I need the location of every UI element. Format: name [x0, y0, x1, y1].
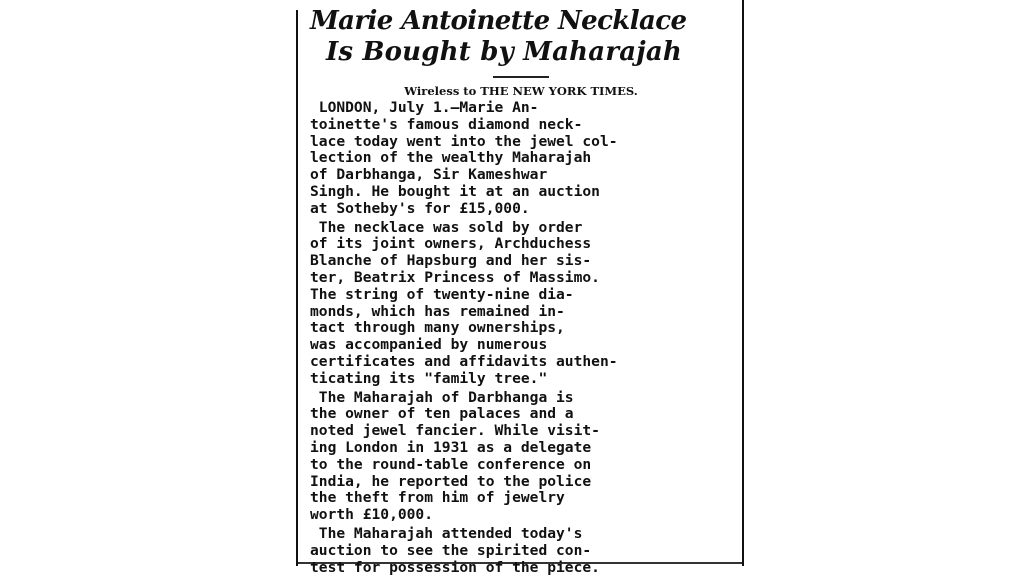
text-line: The Maharajah of Darbhanga is [310, 388, 574, 406]
text-line: the theft from him of jewelry [310, 489, 565, 507]
text-line: test for possession of the piece. [310, 558, 600, 576]
headline-line-2: Is Bought by Maharajah [326, 37, 683, 67]
text-line: The string of twenty-nine dia- [310, 285, 574, 303]
headline-line-1: Marie Antoinette Necklace [310, 6, 687, 36]
dateline-credit: Wireless to THE NEW YORK TIMES. [404, 84, 638, 98]
paragraph-4 [310, 526, 732, 576]
paragraph-1 [310, 100, 732, 218]
article-column [310, 6, 732, 576]
text-line: ter, Beatrix Princess of Massimo. [310, 268, 600, 286]
text-line: worth £10,000. [310, 506, 434, 524]
text-line: to the round-table conference on [310, 455, 592, 473]
text-line: at Sotheby's for £15,000. [310, 199, 530, 217]
text-line: Singh. He bought it at an auction [310, 182, 600, 200]
text-line: lection of the wealthy Maharajah [310, 149, 592, 167]
text-line: The Maharajah attended today's [310, 524, 583, 542]
text-line: lace today went into the jewel col- [310, 132, 618, 150]
text-line: of its joint owners, Archduchess [310, 235, 592, 253]
paragraph-2 [310, 220, 732, 388]
text-line: India, he reported to the police [310, 472, 592, 490]
text-line: was accompanied by numerous [310, 336, 548, 354]
text-line: ing London in 1931 as a delegate [310, 438, 592, 456]
text-line: Blanche of Hapsburg and her sis- [310, 252, 592, 270]
text-line: LONDON, July 1.—Marie An- [310, 99, 539, 116]
text-line: auction to see the spirited con- [310, 541, 592, 559]
text-line: of Darbhanga, Sir Kameshwar [310, 166, 548, 184]
article-body [310, 100, 732, 576]
paragraph-3 [310, 390, 732, 524]
text-line: monds, which has remained in- [310, 302, 565, 320]
column-rule-right [742, 0, 744, 566]
text-line: the owner of ten palaces and a [310, 405, 574, 423]
text-line: toinette's famous diamond neck- [310, 115, 583, 133]
article-headline [310, 6, 732, 68]
headline-divider [493, 76, 549, 78]
text-line: ticating its "family tree." [310, 369, 548, 387]
column-rule-left [296, 10, 298, 566]
text-line: The necklace was sold by order [310, 218, 583, 236]
text-line: certificates and affidavits authen- [310, 352, 618, 370]
text-line: tact through many ownerships, [310, 319, 565, 337]
text-line: noted jewel fancier. While visit- [310, 422, 600, 440]
